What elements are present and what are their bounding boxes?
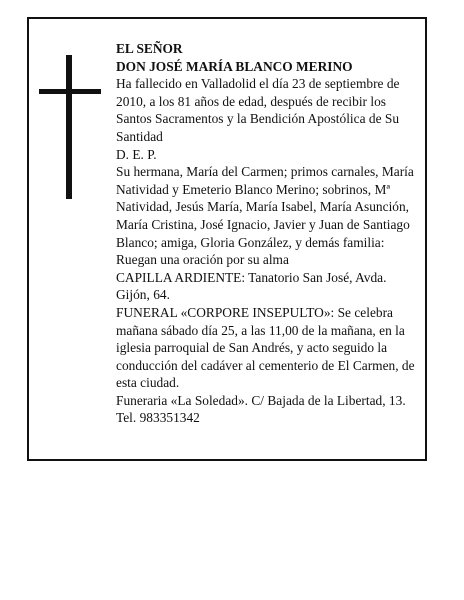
- funeral-home-info: Funeraria «La Soledad». C/ Bajada de la Libertad, 13. Tel. 983351342: [116, 392, 406, 426]
- deceased-name: DON JOSÉ MARÍA BLANCO MERINO: [116, 58, 353, 74]
- prayer-request: Ruegan una oración por su alma: [116, 252, 289, 268]
- death-announcement: Ha fallecido en Valladolid el día 23 de septiembre de 2010, a los 81 años de edad, después de recibir los Santos Sacramentos y la Bendición Apostólica de Su Santidad: [116, 76, 400, 144]
- cross-vertical-bar: [66, 55, 72, 199]
- family-list: Su hermana, María del Carmen; primos carnales, María Natividad y Emeterio Blanco Merino; sobrinos, Mª Natividad, Jesús María, María Isabel, María Asunción, María Cristina, José Ignacio, Javier y Juan de Santiago Blanco; amiga, Gloria González, y demás familia:: [116, 164, 414, 250]
- notice-text: [116, 40, 422, 427]
- notice-title: EL SEÑOR: [116, 41, 183, 56]
- dep-line: D. E. P.: [116, 146, 157, 162]
- cross-horizontal-bar: [39, 89, 101, 94]
- cross-icon: [39, 55, 101, 199]
- funeral-info: FUNERAL «CORPORE INSEPULTO»: Se celebra mañana sábado día 25, a las 11,00 de la mañana, en la iglesia parroquial de San Andrés, y acto seguido la conducción del cadáver al cementerio de El Carmen, de esta ciudad.: [116, 304, 415, 391]
- obituary-notice: [27, 17, 427, 461]
- chapel-info: CAPILLA ARDIENTE: Tanatorio San José, Avda. Gijón, 64.: [116, 269, 387, 303]
